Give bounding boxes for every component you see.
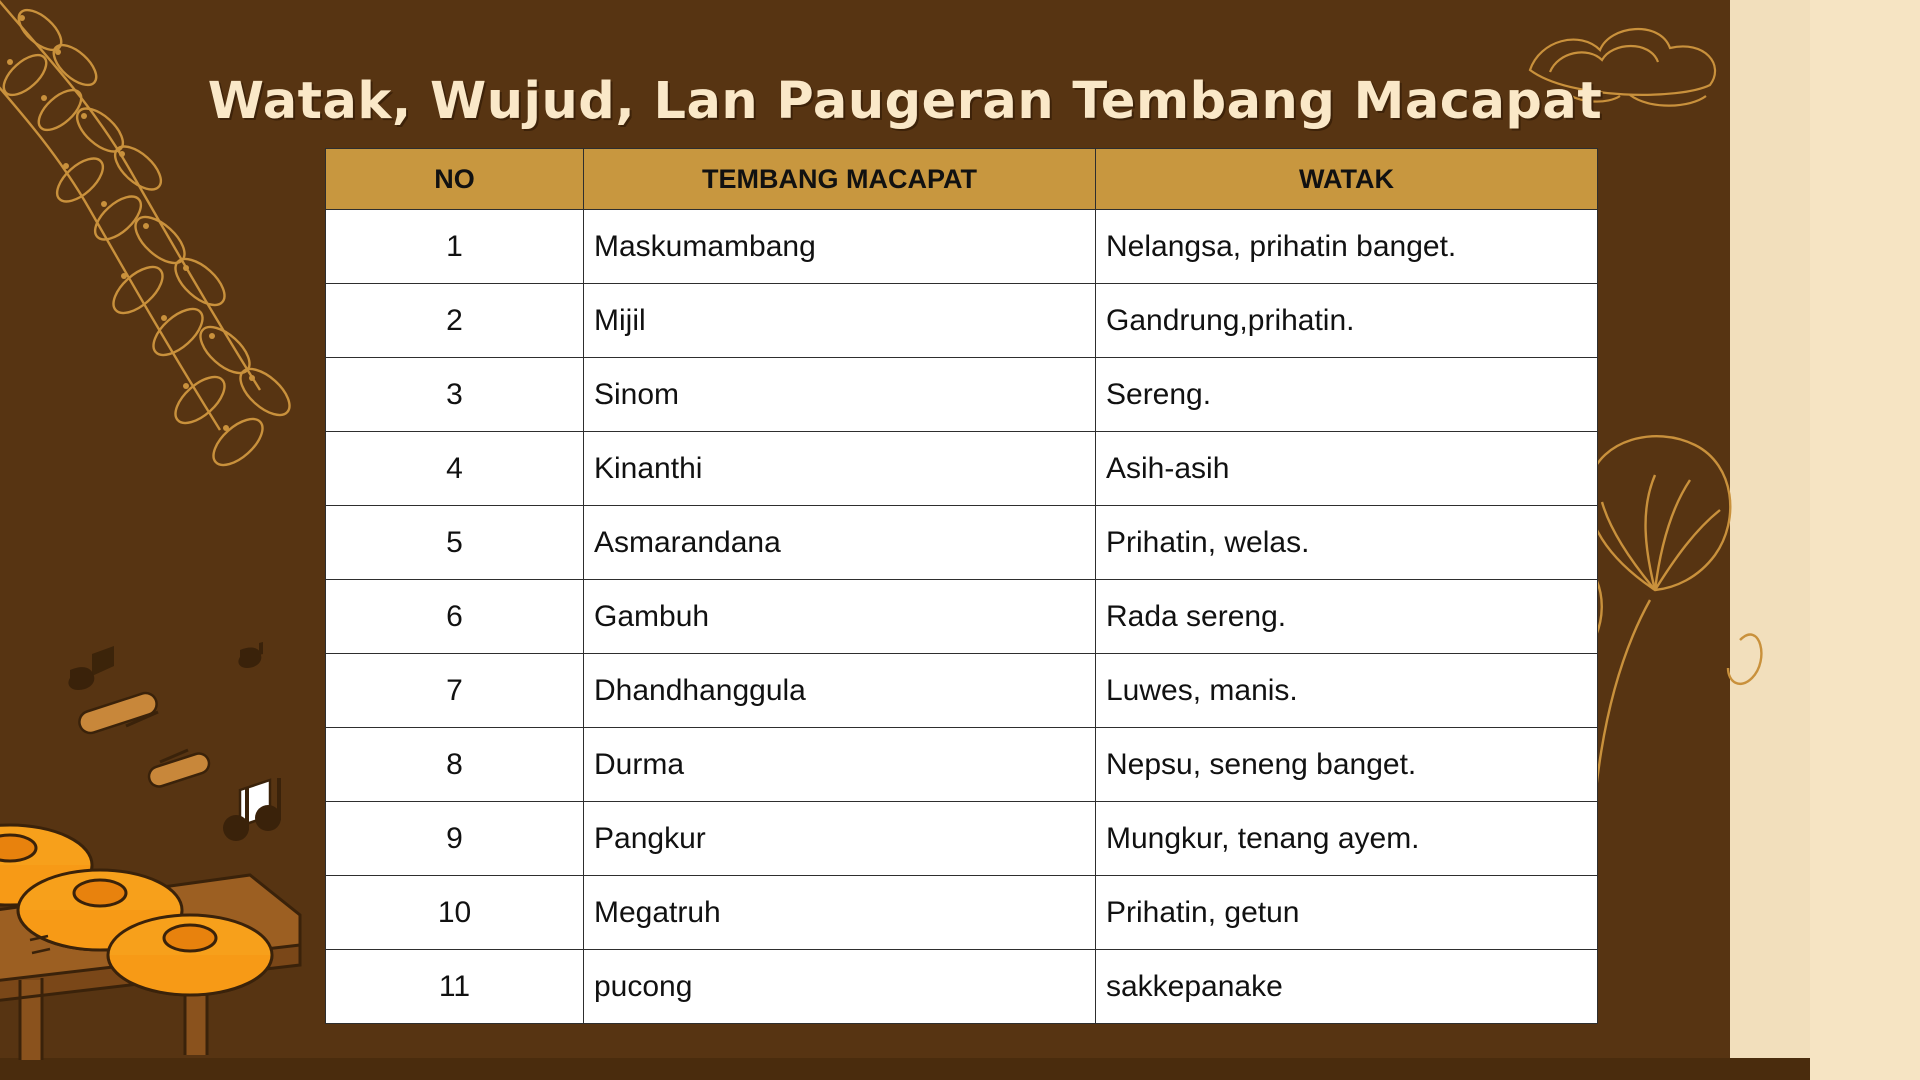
table-row xyxy=(326,432,1598,506)
cell-tembang: pucong xyxy=(584,950,1096,1024)
bottom-dark-strip xyxy=(0,1058,1810,1080)
cell-tembang: Gambuh xyxy=(584,580,1096,654)
table-row xyxy=(326,654,1598,728)
cell-tembang: Megatruh xyxy=(584,876,1096,950)
cell-no: 11 xyxy=(326,950,584,1024)
table-row xyxy=(326,284,1598,358)
cell-watak: Nelangsa, prihatin banget. xyxy=(1096,210,1598,284)
cell-watak: Nepsu, seneng banget. xyxy=(1096,728,1598,802)
macapat-table-container xyxy=(325,148,1597,1024)
cell-watak: Asih-asih xyxy=(1096,432,1598,506)
right-cream-panel-secondary xyxy=(1730,0,1810,1080)
page-title: Watak, Wujud, Lan Paugeran Tembang Macapat xyxy=(207,72,1603,131)
cell-tembang: Maskumambang xyxy=(584,210,1096,284)
column-header-watak: WATAK xyxy=(1096,149,1598,210)
cell-no: 4 xyxy=(326,432,584,506)
table-row xyxy=(326,802,1598,876)
cell-no: 6 xyxy=(326,580,584,654)
cell-no: 8 xyxy=(326,728,584,802)
cell-no: 3 xyxy=(326,358,584,432)
cell-no: 10 xyxy=(326,876,584,950)
cell-watak: Rada sereng. xyxy=(1096,580,1598,654)
column-header-tembang: TEMBANG MACAPAT xyxy=(584,149,1096,210)
macapat-table xyxy=(325,148,1598,1024)
cell-no: 7 xyxy=(326,654,584,728)
table-row xyxy=(326,358,1598,432)
cell-tembang: Durma xyxy=(584,728,1096,802)
cell-no: 2 xyxy=(326,284,584,358)
table-row xyxy=(326,580,1598,654)
cell-tembang: Kinanthi xyxy=(584,432,1096,506)
right-cream-panel xyxy=(1810,0,1920,1080)
table-row xyxy=(326,728,1598,802)
cell-watak: sakkepanake xyxy=(1096,950,1598,1024)
cell-tembang: Asmarandana xyxy=(584,506,1096,580)
table-header-row xyxy=(326,149,1598,210)
cell-watak: Mungkur, tenang ayem. xyxy=(1096,802,1598,876)
cell-no: 9 xyxy=(326,802,584,876)
table-row xyxy=(326,950,1598,1024)
table-row xyxy=(326,506,1598,580)
table-row xyxy=(326,876,1598,950)
cell-watak: Sereng. xyxy=(1096,358,1598,432)
cell-tembang: Pangkur xyxy=(584,802,1096,876)
column-header-no: NO xyxy=(326,149,584,210)
cell-no: 5 xyxy=(326,506,584,580)
cell-watak: Gandrung,prihatin. xyxy=(1096,284,1598,358)
cell-watak: Prihatin, getun xyxy=(1096,876,1598,950)
cell-no: 1 xyxy=(326,210,584,284)
gamelan-instrument-icon xyxy=(0,730,340,1060)
cell-tembang: Sinom xyxy=(584,358,1096,432)
cell-watak: Prihatin, welas. xyxy=(1096,506,1598,580)
cell-tembang: Mijil xyxy=(584,284,1096,358)
cell-tembang: Dhandhanggula xyxy=(584,654,1096,728)
cell-watak: Luwes, manis. xyxy=(1096,654,1598,728)
table-row xyxy=(326,210,1598,284)
